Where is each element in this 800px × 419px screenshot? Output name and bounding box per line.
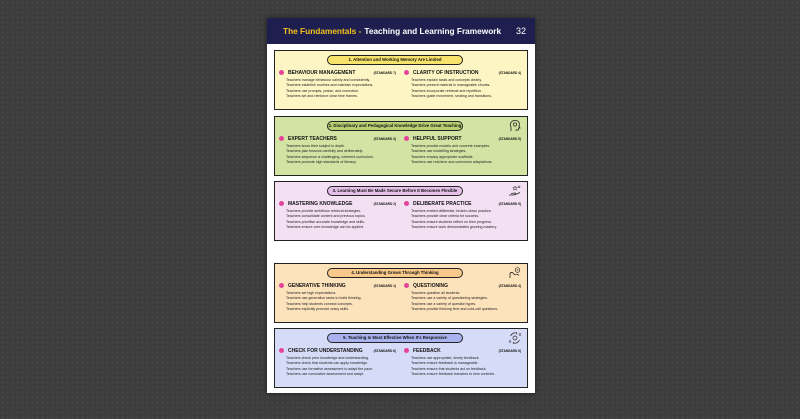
list-item: • Teachers use modelling strategies. (411, 149, 523, 154)
list-item: • Teachers present material in manageable chunks. (411, 83, 523, 88)
list-item: • Teachers use a variety of question types. (411, 302, 523, 307)
page-header (267, 18, 535, 44)
section-1 (274, 50, 528, 110)
column-left (279, 199, 398, 231)
list-item: • Teachers ensure students reflect on their progress. (411, 220, 523, 225)
bullet-dot-icon (404, 70, 409, 75)
section-banner: 5. Teaching Is Most Effective When It's Responsive (327, 333, 463, 343)
thinking-hand-icon (508, 266, 522, 280)
list-item: • Teachers ensure work demonstrates growing mastery. (411, 225, 523, 230)
column-heading: HELPFUL SUPPORT (413, 135, 462, 142)
standard-label: (STANDARD 5) (498, 201, 521, 206)
column-heading: CHECK FOR UNDERSTANDING (288, 347, 363, 354)
standard-label: (STANDARD 2) (373, 201, 396, 206)
list-item: • Teachers establish routines and maintain expectations. (286, 83, 398, 88)
section-banner: 4. Understanding Grows Through Thinking (327, 268, 463, 278)
column-right (404, 346, 523, 378)
standard-label: (STANDARD 4) (498, 283, 521, 288)
column-heading: BEHAVIOUR MANAGEMENT (288, 69, 356, 76)
section-4 (274, 263, 528, 323)
column-left (279, 134, 398, 166)
standard-label: (STANDARD 5) (498, 136, 521, 141)
standard-label: (STANDARD 7) (373, 70, 396, 75)
list-item: • Teachers use appropriate, timely feedback. (411, 356, 523, 361)
list-item: • Teachers manage behaviour calmly and consistently. (286, 78, 398, 83)
bullet-dot-icon (279, 348, 284, 353)
column-left (279, 346, 398, 378)
list-item: • Teachers ensure that students act on feedback. (411, 367, 523, 372)
page-number: 32 (515, 26, 526, 36)
list-item: • Teachers know their subject in depth. (286, 144, 398, 149)
cycle-arrows-icon (508, 331, 522, 345)
section-3 (274, 181, 528, 241)
list-item: • Teachers plan lessons carefully and deliberately. (286, 149, 398, 154)
list-item: • Teachers ensure core knowledge can be applied. (286, 225, 398, 230)
bullet-dot-icon (404, 283, 409, 288)
hand-stars-icon (508, 184, 522, 198)
list-item: • Teachers use real-time and curriculum adaptations. (411, 160, 523, 165)
list-item: • Teachers prioritise accurate knowledge and skills. (286, 220, 398, 225)
column-heading: QUESTIONING (413, 282, 449, 289)
list-item: • Teachers use prompts, praise, and correction. (286, 89, 398, 94)
list-item: • Teachers explicitly promote oracy skills. (286, 307, 398, 312)
standard-label: (STANDARD 1) (373, 283, 396, 288)
column-right (404, 68, 523, 100)
list-item: • Teachers ensure feedback is manageable. (411, 361, 523, 366)
section-banner: 1. Attention and Working Memory Are Limited (327, 55, 463, 65)
section-banner: 2. Disciplinary and Pedagogical Knowledge Drive Great Teaching (327, 121, 463, 131)
section-2 (274, 116, 528, 176)
list-item: • Teachers check prior knowledge and understanding. (286, 356, 398, 361)
list-item: • Teachers use formative assessment to adapt the pace. (286, 367, 398, 372)
framework-page (267, 18, 535, 393)
standard-label: (STANDARD 4) (498, 70, 521, 75)
list-item: • Teachers question all students. (411, 291, 523, 296)
title-rest: Teaching and Learning Framework (364, 26, 502, 36)
list-item: • Teachers use cumulative assessment and adapt. (286, 372, 398, 377)
list-item: • Teachers provide thinking time and cold-call questions. (411, 307, 523, 312)
column-heading: GENERATIVE THINKING (288, 282, 346, 289)
bullet-dot-icon (279, 136, 284, 141)
column-right (404, 134, 523, 166)
head-gear-icon (508, 119, 522, 133)
standard-label: (STANDARD 6) (373, 348, 396, 353)
standard-label: (STANDARD 3) (373, 136, 396, 141)
standard-label: (STANDARD 6) (498, 348, 521, 353)
bullet-dot-icon (279, 283, 284, 288)
list-item: • Teachers sequence a challenging, coherent curriculum. (286, 155, 398, 160)
bullet-dot-icon (404, 348, 409, 353)
list-item: • Teachers provide ambitious retrieval strategies. (286, 209, 398, 214)
title-highlight: The Fundamentals - (283, 26, 362, 36)
list-item: • Teachers help students connect concepts. (286, 302, 398, 307)
column-right (404, 199, 523, 231)
bullet-dot-icon (279, 70, 284, 75)
column-heading: FEEDBACK (413, 347, 441, 354)
column-heading: CLARITY OF INSTRUCTION (413, 69, 479, 76)
list-item: • Teachers check that students can apply knowledge. (286, 361, 398, 366)
list-item: • Teachers employ appropriate scaffolds. (411, 155, 523, 160)
column-heading: DELIBERATE PRACTICE (413, 200, 472, 207)
list-item: • Teachers use a variety of questioning strategies. (411, 296, 523, 301)
bullet-dot-icon (279, 201, 284, 206)
column-left (279, 68, 398, 100)
list-item: • Teachers incorporate retrieval and repetition. (411, 89, 523, 94)
bullet-dot-icon (404, 201, 409, 206)
list-item: • Teachers set high expectations. (286, 291, 398, 296)
list-item: • Teachers use generative tasks to build thinking. (286, 296, 398, 301)
bullet-dot-icon (404, 136, 409, 141)
list-item: • Teachers set and reinforce clear time frames. (286, 94, 398, 99)
list-item: • Teachers provide models and concrete examples. (411, 144, 523, 149)
column-right (404, 281, 523, 313)
list-item: • Teachers consolidate content and previous topics. (286, 214, 398, 219)
section-banner: 3. Learning Must Be Made Secure Before It Becomes Flexible (327, 186, 463, 196)
column-heading: MASTERING KNOWLEDGE (288, 200, 353, 207)
column-heading: EXPERT TEACHERS (288, 135, 337, 142)
list-item: • Teachers guide movement, seating and transitions. (411, 94, 523, 99)
list-item: • Teachers explain tasks and concepts clearly. (411, 78, 523, 83)
list-item: • Teachers promote high standards of literacy. (286, 160, 398, 165)
list-item: • Teachers embed deliberate, broken-down practice. (411, 209, 523, 214)
list-item: • Teachers ensure feedback transfers to new contexts. (411, 372, 523, 377)
column-left (279, 281, 398, 313)
section-5 (274, 328, 528, 388)
list-item: • Teachers provide clear criteria for success. (411, 214, 523, 219)
